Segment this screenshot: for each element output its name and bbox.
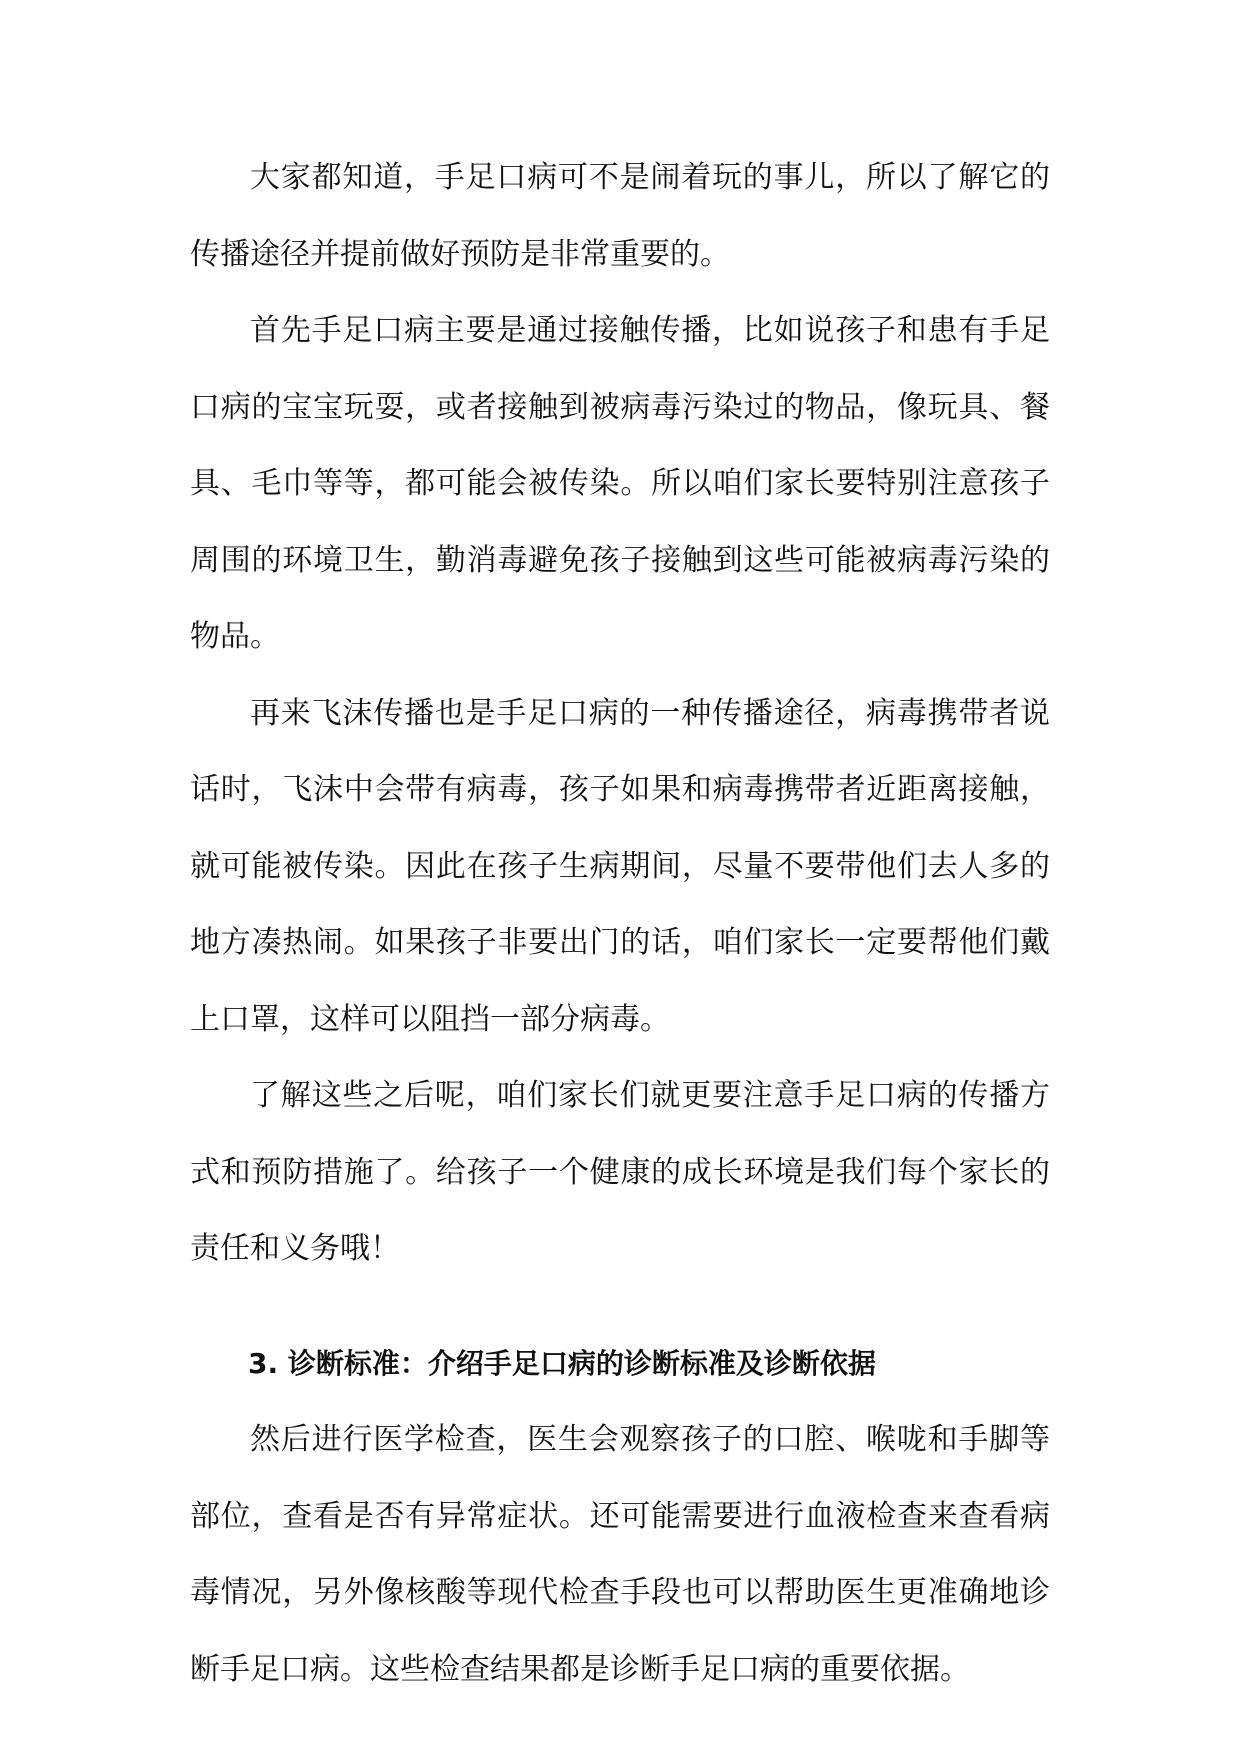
paragraph-contact-transmission: 首先手足口病主要是通过接触传播，比如说孩子和患有手足口病的宝宝玩耍，或者接触到被病毒污染过的物品，像玩具、餐具、毛巾等等，都可能会被传染。所以咱们家长要特别注意孩子周围的环境卫生，勤消毒避免孩子接触到这些可能被病毒污染的物品。 — [190, 313, 1050, 654]
paragraph-medical-examination: 然后进行医学检查，医生会观察孩子的口腔、喉咙和手脚等部位，查看是否有异常症状。还可能需要进行血液检查来查看病毒情况，另外像核酸等现代检查手段也可以帮助医生更准确地诊断手足口病。这些检查结果都是诊断手足口病的重要依据。 — [190, 1422, 1050, 1687]
paragraph-summary: 了解这些之后呢，咱们家长们就更要注意手足口病的传播方式和预防措施了。给孩子一个健康的成长环境是我们每个家长的责任和义务哦！ — [190, 1078, 1050, 1266]
section-heading-diagnosis: 3. 诊断标准：介绍手足口病的诊断标准及诊断依据 — [248, 1346, 876, 1380]
document-body — [190, 140, 1050, 1708]
paragraph-intro: 大家都知道，手足口病可不是闹着玩的事儿，所以了解它的传播途径并提前做好预防是非常重要的。 — [190, 160, 1050, 272]
paragraph-droplet-transmission: 再来飞沫传播也是手足口病的一种传播途径，病毒携带者说话时，飞沫中会带有病毒，孩子如果和病毒携带者近距离接触，就可能被传染。因此在孩子生病期间，尽量不要带他们去人多的地方凑热闹。如果孩子非要出门的话，咱们家长一定要帮他们戴上口罩，这样可以阻挡一部分病毒。 — [190, 695, 1050, 1037]
